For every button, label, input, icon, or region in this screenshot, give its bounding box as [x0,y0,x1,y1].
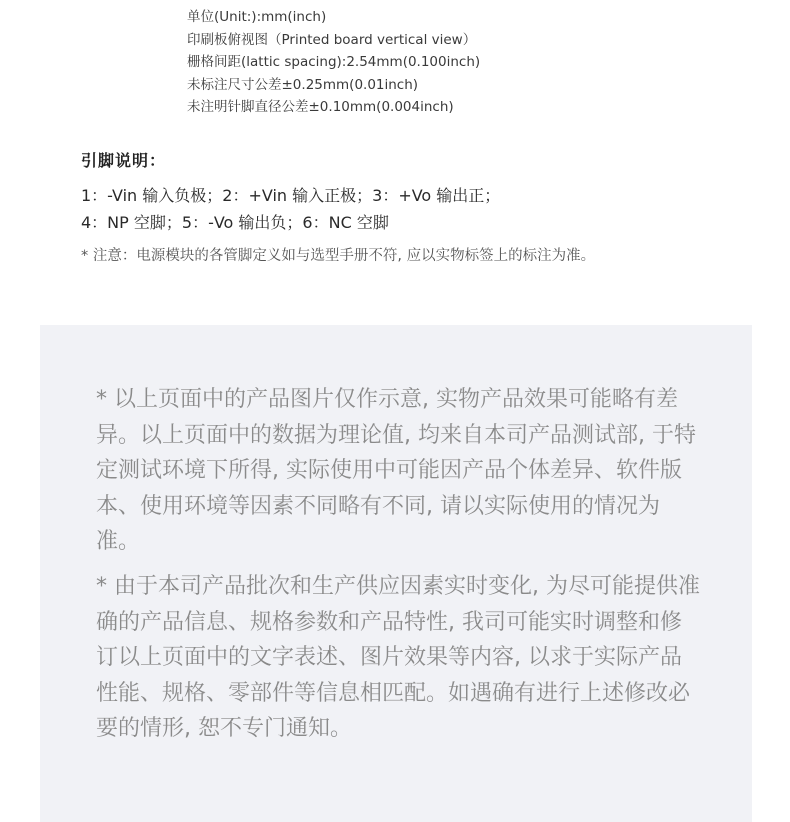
disclaimer-image-note: * 以上页面中的产品图片仅作示意, 实物产品效果可能略有差异。以上页面中的数据为理论值, 均来自本司产品测试部, 于特定测试环境下所得, 实际使用中可能因产品个体差异、软件版本、使用环境等因素不同略有不同, 请以实际使用的情况为准。 [96,387,696,554]
pin-line-1: 1：-Vin 输入负极；2：+Vin 输入正极；3：+Vo 输出正； [81,186,501,205]
spec-view: 印刷板俯视图（Printed board vertical view） [187,31,477,48]
spec-notes [187,6,480,119]
pin-note: * 注意：电源模块的各管脚定义如与选型手册不符, 应以实物标签上的标注为准。 [81,248,596,264]
spec-pin-tolerance: 未注明针脚直径公差±0.10mm(0.004inch) [187,99,454,115]
spec-tolerance: 未标注尺寸公差±0.25mm(0.01inch) [187,76,419,93]
pin-description-title: 引脚说明： [81,151,167,170]
disclaimer-update-note: * 由于本司产品批次和生产供应因素实时变化, 为尽可能提供准确的产品信息、规格参数和产品特性, 我司可能实时调整和修订以上页面中的文字表述、图片效果等内容, 以求于实际产品性能、规格、零部件等信息相匹配。如遇确有进行上述修改必要的情形, 恕不专门通知。 [96,574,700,741]
spec-grid-spacing: 栅格间距(lattic spacing):2.54mm(0.100inch) [187,54,481,70]
spec-unit: 单位(Unit:):mm(inch) [187,9,327,25]
pin-line-2: 4：NP 空脚；5：-Vo 输出负；6：NC 空脚 [81,213,389,232]
pin-description [81,182,500,236]
